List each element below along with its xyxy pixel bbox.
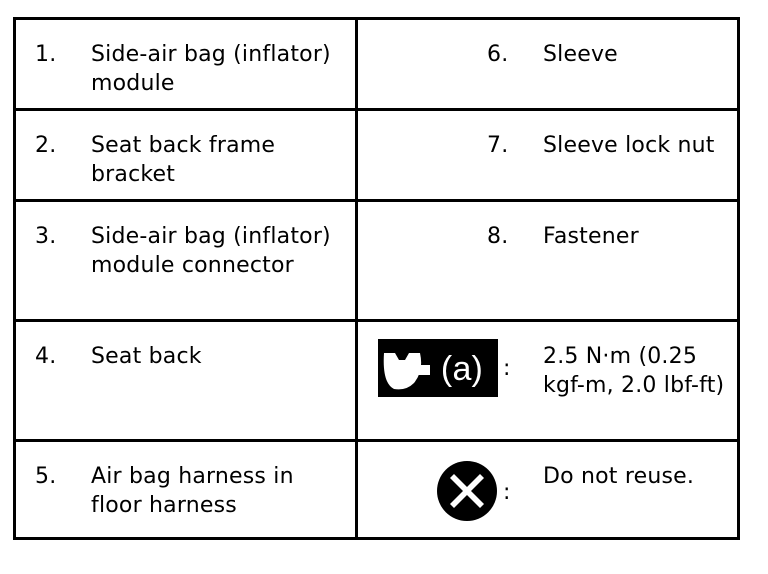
torque-wrench-icon bbox=[378, 339, 498, 405]
table-row bbox=[15, 441, 739, 539]
item-label: Side-air bag (inflator) module bbox=[91, 42, 331, 96]
item-label: Air bag harness in floor harness bbox=[91, 464, 294, 518]
torque-spec-text: 2.5 N·m (0.25 kgf-m, 2.0 lbf-ft) bbox=[543, 344, 725, 398]
legend-cell bbox=[357, 201, 739, 321]
table-row bbox=[15, 201, 739, 321]
separator: : bbox=[503, 356, 511, 381]
legend-cell bbox=[357, 19, 739, 110]
item-label: Seat back frame bracket bbox=[91, 133, 276, 187]
do-not-reuse-text: Do not reuse. bbox=[543, 464, 695, 489]
legend-cell bbox=[15, 441, 357, 539]
legend-cell bbox=[357, 321, 739, 441]
legend-cell bbox=[15, 321, 357, 441]
item-number: 5. bbox=[35, 464, 57, 489]
item-number: 2. bbox=[35, 133, 57, 158]
table-row bbox=[15, 321, 739, 441]
item-label: Sleeve bbox=[543, 42, 618, 67]
item-number: 7. bbox=[487, 133, 509, 158]
item-label: Fastener bbox=[543, 224, 639, 249]
legend-cell bbox=[15, 201, 357, 321]
torque-spec-icon-label: (a) bbox=[440, 350, 484, 388]
item-label: Sleeve lock nut bbox=[543, 133, 715, 158]
legend-cell bbox=[15, 19, 357, 110]
separator: : bbox=[503, 480, 511, 505]
legend-cell bbox=[357, 441, 739, 539]
item-number: 6. bbox=[487, 42, 509, 67]
item-number: 4. bbox=[35, 344, 57, 369]
table-row bbox=[15, 19, 739, 110]
table-row bbox=[15, 110, 739, 201]
parts-legend-table bbox=[13, 17, 740, 540]
item-number: 3. bbox=[35, 224, 57, 249]
do-not-reuse-icon bbox=[436, 460, 498, 530]
legend-cell bbox=[357, 110, 739, 201]
item-label: Side-air bag (inflator) module connector bbox=[91, 224, 331, 278]
legend-cell bbox=[15, 110, 357, 201]
item-number: 8. bbox=[487, 224, 509, 249]
item-number: 1. bbox=[35, 42, 57, 67]
item-label: Seat back bbox=[91, 344, 202, 369]
